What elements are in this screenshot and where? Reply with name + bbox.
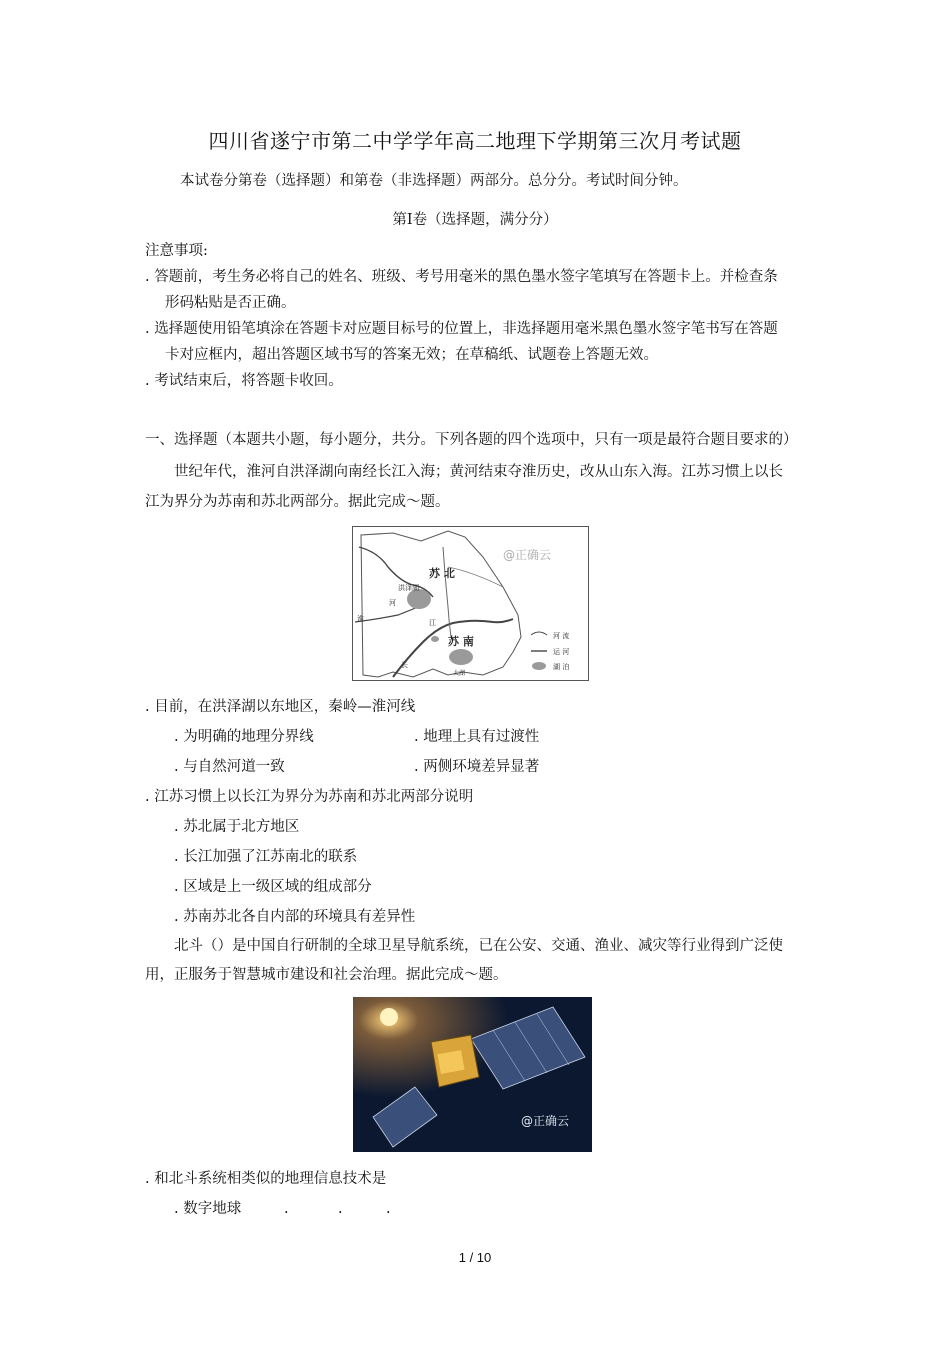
q1-option-d: . 两侧环境差异显著 <box>414 759 540 775</box>
yangtze-river <box>393 619 513 677</box>
notes-heading: 注意事项: <box>145 243 208 259</box>
note-item-1: . 答题前，考生务必将自己的姓名、班级、考号用毫米的黑色墨水签字笔填写在答题卡上。并检查条 <box>145 269 778 285</box>
q2-option-d: . 苏南苏北各自内部的环境具有差异性 <box>174 909 416 925</box>
sun-icon <box>380 1008 398 1026</box>
label-subei: 苏 北 <box>429 567 455 580</box>
satellite-graphic <box>353 997 592 1152</box>
passage1-line2: 江为界分为苏南和苏北两部分。据此完成～题。 <box>145 494 450 510</box>
note-item-3: . 考试结束后，将答题卡收回。 <box>145 373 343 389</box>
note-item-2: . 选择题使用铅笔填涂在答题卡对应题目标号的位置上，非选择题用毫米黑色墨水签字笔书写在答题 <box>145 321 778 337</box>
label-taihu: 太湖 <box>453 670 466 677</box>
section1-heading: 一、选择题（本题共小题，每小题分，共分。下列各题的四个选项中，只有一项是最符合题目要求的） <box>145 432 798 448</box>
legend-lake: 湖 泊 <box>553 663 570 671</box>
q3-option-a: . 数字地球 <box>174 1201 242 1217</box>
legend-river: 河 流 <box>553 632 570 640</box>
page-number: 1 / 10 <box>458 1250 492 1265</box>
label-chang: 长 <box>401 661 408 669</box>
exam-intro: 本试卷分第卷（选择题）和第卷（非选择题）两部分。总分分。考试时间分钟。 <box>180 173 688 189</box>
label-jiang: 江 <box>429 619 436 627</box>
tai-lake <box>449 649 473 665</box>
beidou-satellite-image <box>353 997 592 1152</box>
label-huai: 淮 <box>357 615 364 623</box>
canal-branch <box>448 567 503 587</box>
q1-stem: . 目前，在洪泽湖以东地区，秦岭—淮河线 <box>145 699 416 715</box>
small-lake <box>431 636 439 642</box>
q3-stem: . 和北斗系统相类似的地理信息技术是 <box>145 1171 387 1187</box>
exam-title: 四川省遂宁市第二中学学年高二地理下学期第三次月考试题 <box>208 129 742 153</box>
q2-option-b: . 长江加强了江苏南北的联系 <box>174 849 358 865</box>
q2-stem: . 江苏习惯上以长江为界分为苏南和苏北两部分说明 <box>145 789 474 805</box>
province-outline <box>361 531 521 677</box>
legend-canal: 运 河 <box>553 648 570 656</box>
q3-option-c: . <box>338 1201 343 1217</box>
passage2-line1: 北斗（）是中国自行研制的全球卫星导航系统，已在公安、交通、渔业、减灾等行业得到广泛使 <box>174 938 783 954</box>
map-watermark: @正确云 <box>503 548 552 562</box>
satellite-watermark: @正确云 <box>521 1114 570 1128</box>
passage2-line2: 用，正服务于智慧城市建设和社会治理。据此完成～题。 <box>145 967 508 983</box>
legend-river-symbol <box>531 632 547 635</box>
hongze-lake <box>407 589 431 609</box>
q1-option-a: . 为明确的地理分界线 <box>174 729 314 745</box>
note-item-1-cont: 形码粘贴是否正确。 <box>165 295 296 311</box>
legend-lake-symbol <box>532 662 546 670</box>
label-sunan: 苏 南 <box>448 635 474 648</box>
jiangsu-map <box>352 526 589 681</box>
q3-option-d: . <box>386 1201 391 1217</box>
label-hongzehu: 洪泽湖 <box>398 584 419 592</box>
q3-option-b: . <box>284 1201 289 1217</box>
part1-heading: 第Ⅰ卷（选择题，满分分） <box>392 212 558 228</box>
map-graphic <box>353 527 588 680</box>
note-item-2-cont: 卡对应框内，超出答题区域书写的答案无效；在草稿纸、试题卷上答题无效。 <box>165 347 658 363</box>
label-he: 河 <box>389 599 396 607</box>
grand-canal <box>443 547 451 637</box>
q2-option-c: . 区域是上一级区域的组成部分 <box>174 879 372 895</box>
q1-option-b: . 地理上具有过渡性 <box>414 729 540 745</box>
q1-option-c: . 与自然河道一致 <box>174 759 285 775</box>
q2-option-a: . 苏北属于北方地区 <box>174 819 300 835</box>
passage1-line1: 世纪年代，淮河自洪泽湖向南经长江入海；黄河结束夺淮历史，改从山东入海。江苏习惯上以长 <box>174 464 783 480</box>
